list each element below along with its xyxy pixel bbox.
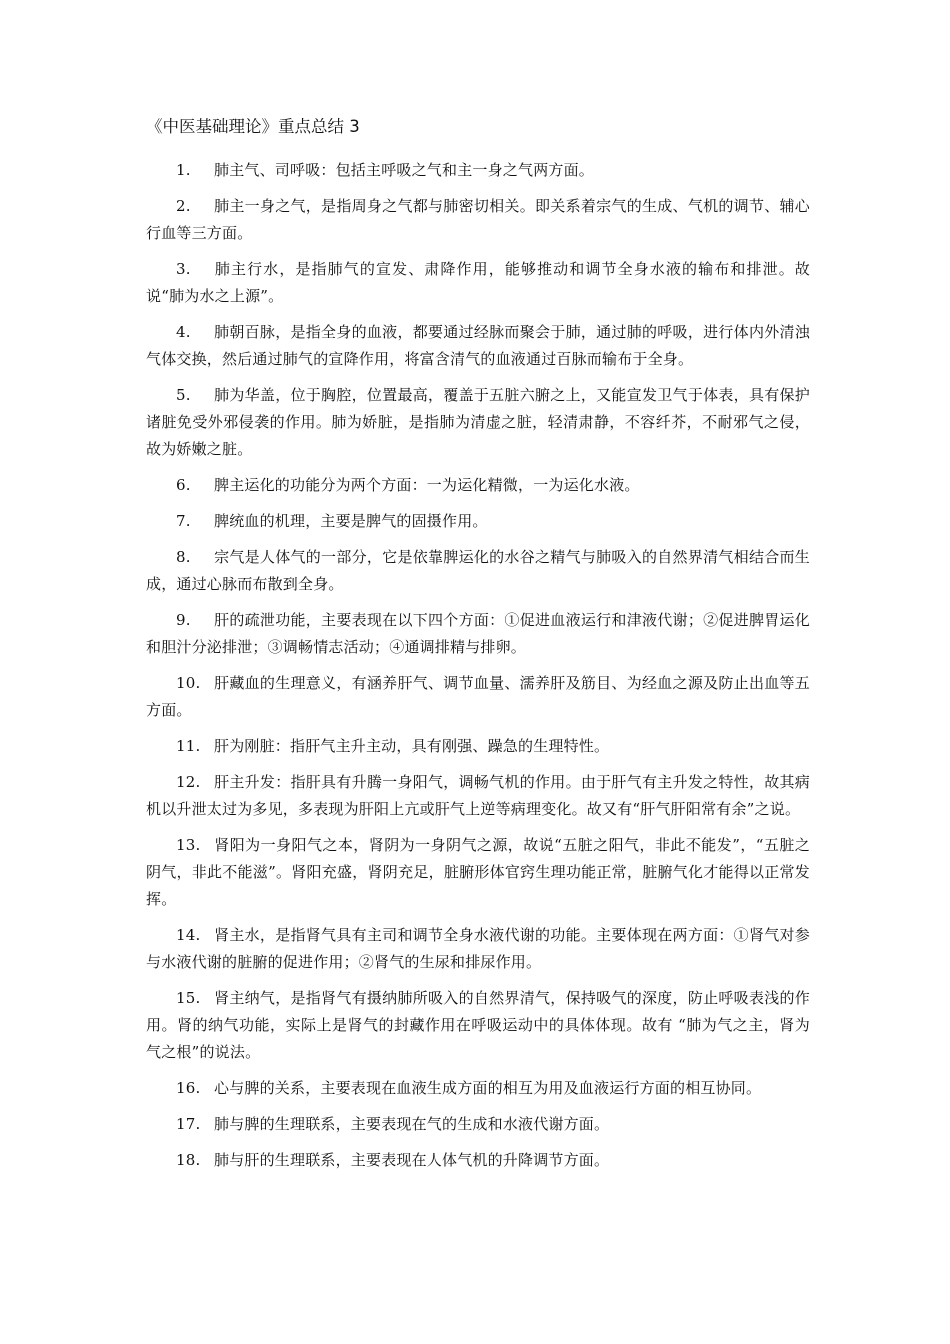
item-text: 肝为刚脏：指肝气主升主动，具有刚强、躁急的生理特性。 <box>214 737 610 755</box>
item-text: 肺与肝的生理联系，主要表现在人体气机的升降调节方面。 <box>214 1151 610 1169</box>
item-number: 6. <box>176 476 191 494</box>
summary-item <box>146 544 810 598</box>
item-number: 2. <box>176 197 191 215</box>
item-number: 16. <box>176 1079 201 1097</box>
item-text: 脾统血的机理，主要是脾气的固摄作用。 <box>214 512 488 530</box>
item-text: 宗气是人体气的一部分，它是依靠脾运化的水谷之精气与肺吸入的自然界清气相结合而生成，通过心脉而布散到全身。 <box>146 548 810 593</box>
summary-item <box>146 832 810 913</box>
item-text: 肺朝百脉，是指全身的血液，都要通过经脉而聚会于肺，通过肺的呼吸，进行体内外清浊气体交换，然后通过肺气的宣降作用，将富含清气的血液通过百脉而输布于全身。 <box>146 323 810 368</box>
item-number: 15. <box>176 989 201 1007</box>
item-text: 肺与脾的生理联系，主要表现在气的生成和水液代谢方面。 <box>214 1115 610 1133</box>
summary-item <box>146 319 810 373</box>
item-number: 18. <box>176 1151 201 1169</box>
item-number: 5. <box>176 386 191 404</box>
item-number: 13. <box>176 836 201 854</box>
summary-item <box>146 382 810 463</box>
summary-item <box>146 733 810 760</box>
summary-item <box>146 256 810 310</box>
summary-item <box>146 157 810 184</box>
summary-item <box>146 769 810 823</box>
summary-item <box>146 193 810 247</box>
summary-item <box>146 985 810 1066</box>
item-text: 肾主纳气，是指肾气有摄纳肺所吸入的自然界清气，保持吸气的深度，防止呼吸表浅的作用。肾的纳气功能，实际上是肾气的封藏作用在呼吸运动中的具体体现。故有 “肺为气之主，肾为气之根”的说法。 <box>146 989 810 1061</box>
summary-item <box>146 1111 810 1138</box>
item-text: 肺主一身之气，是指周身之气都与肺密切相关。即关系着宗气的生成、气机的调节、辅心行血等三方面。 <box>146 197 810 242</box>
item-text: 肾主水，是指肾气具有主司和调节全身水液代谢的功能。主要体现在两方面：①肾气对参与水液代谢的脏腑的促进作用；②肾气的生尿和排尿作用。 <box>146 926 810 971</box>
item-text: 肺为华盖，位于胸腔，位置最高，覆盖于五脏六腑之上，又能宣发卫气于体表，具有保护诸脏免受外邪侵袭的作用。肺为娇脏，是指肺为清虚之脏，轻清肃静，不容纤芥，不耐邪气之侵，故为娇嫩之脏。 <box>146 386 810 458</box>
item-number: 4. <box>176 323 191 341</box>
item-text: 肝的疏泄功能，主要表现在以下四个方面：①促进血液运行和津液代谢；②促进脾胃运化和胆汁分泌排泄；③调畅情志活动；④通调排精与排卵。 <box>146 611 810 656</box>
item-number: 10. <box>176 674 201 692</box>
document-page <box>146 114 810 1183</box>
summary-item <box>146 1147 810 1174</box>
item-number: 9. <box>176 611 191 629</box>
summary-item <box>146 607 810 661</box>
summary-list <box>146 157 810 1174</box>
item-number: 1. <box>176 161 191 179</box>
summary-item <box>146 922 810 976</box>
item-number: 12. <box>176 773 201 791</box>
item-number: 7. <box>176 512 191 530</box>
item-text: 肝主升发：指肝具有升腾一身阳气，调畅气机的作用。由于肝气有主升发之特性，故其病机以升泄太过为多见，多表现为肝阳上亢或肝气上逆等病理变化。故又有“肝气肝阳常有余”之说。 <box>146 773 810 818</box>
item-text: 心与脾的关系，主要表现在血液生成方面的相互为用及血液运行方面的相互协同。 <box>214 1079 762 1097</box>
item-text: 肺主气、司呼吸：包括主呼吸之气和主一身之气两方面。 <box>214 161 595 179</box>
summary-item <box>146 1075 810 1102</box>
item-text: 肝藏血的生理意义，有涵养肝气、调节血量、濡养肝及筋目、为经血之源及防止出血等五方面。 <box>146 674 810 719</box>
item-text: 肾阳为一身阳气之本，肾阴为一身阴气之源，故说“五脏之阳气，非此不能发”，“五脏之阴气，非此不能滋”。肾阳充盛，肾阴充足，脏腑形体官窍生理功能正常，脏腑气化才能得以正常发挥。 <box>146 836 810 908</box>
item-number: 14. <box>176 926 201 944</box>
summary-item <box>146 472 810 499</box>
item-number: 17. <box>176 1115 201 1133</box>
item-number: 3. <box>176 260 191 278</box>
item-number: 8. <box>176 548 191 566</box>
item-number: 11. <box>176 737 201 755</box>
summary-item <box>146 508 810 535</box>
item-text: 脾主运化的功能分为两个方面：一为运化精微，一为运化水液。 <box>214 476 640 494</box>
document-title: 《中医基础理论》重点总结 3 <box>146 117 360 136</box>
item-text: 肺主行水，是指肺气的宣发、肃降作用，能够推动和调节全身水液的输布和排泄。故说“肺为水之上源”。 <box>146 260 810 305</box>
summary-item <box>146 670 810 724</box>
